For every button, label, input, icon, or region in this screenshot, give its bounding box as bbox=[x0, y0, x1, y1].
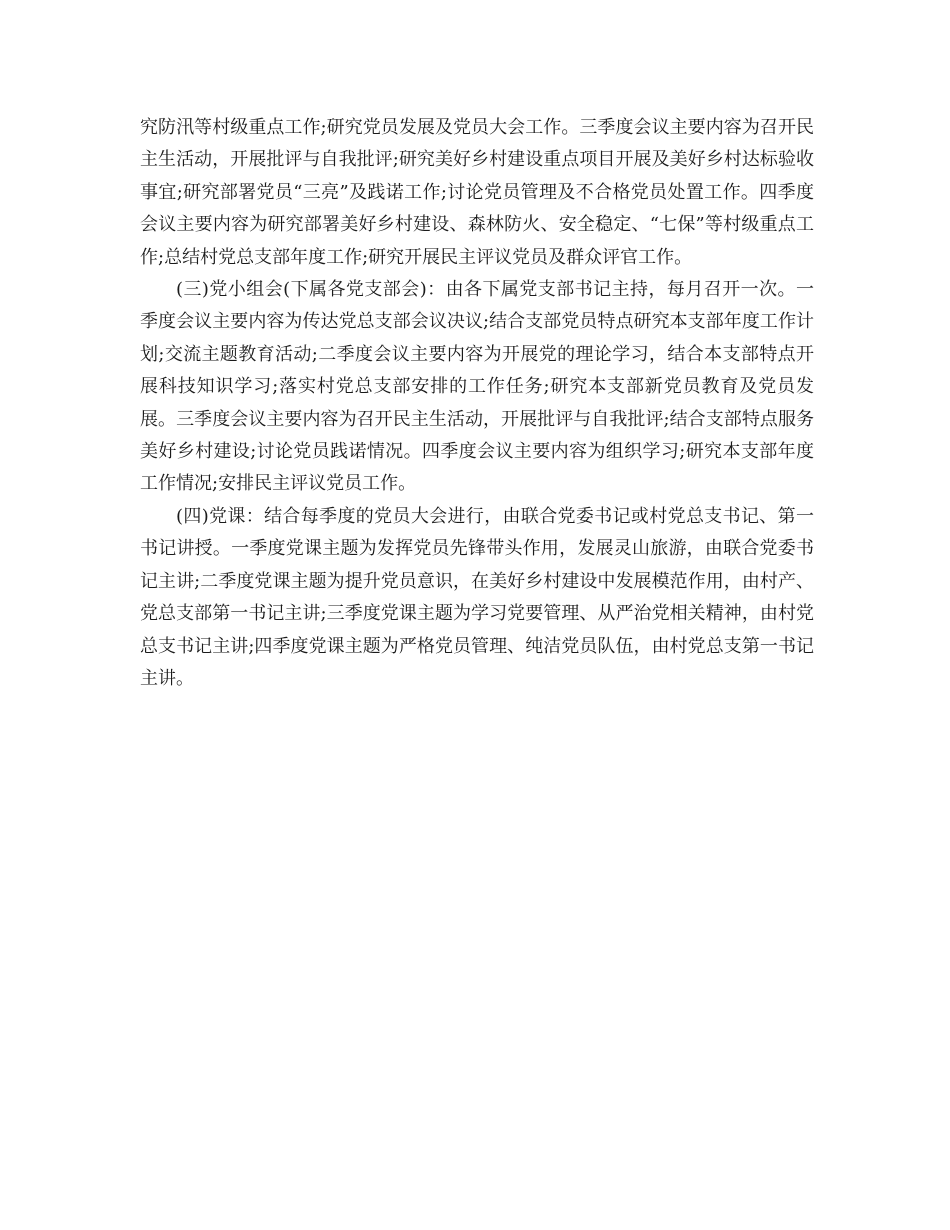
paragraph-continuation: 究防汛等村级重点工作;研究党员发展及党员大会工作。三季度会议主要内容为召开民主生活动，开展批评与自我批评;研究美好乡村建设重点项目开展及美好乡村达标验收事宜;研究部署党员“三亮”及践诺工作;讨论党员管理及不合格党员处置工作。四季度会议主要内容为研究部署美好乡村建设、森林防火、安全稳定、“七保”等村级重点工作;总结村党总支部年度工作;研究开展民主评议党员及群众评官工作。 bbox=[140, 117, 814, 268]
paragraph-party-group-meeting: (三)党小组会(下属各党支部会)：由各下属党支部书记主持，每月召开一次。一季度会议主要内容为传达党总支部会议决议;结合支部党员特点研究本支部年度工作计划;交流主题教育活动;二季度会议主要内容为开展党的理论学习，结合本支部特点开展科技知识学习;落实村党总支部安排的工作任务;研究本支部新党员教育及党员发展。三季度会议主要内容为召开民主生活动，开展批评与自我批评;结合支部特点服务美好乡村建设;讨论党员践诺情况。四季度会议主要内容为组织学习;研究本支部年度工作情况;安排民主评议党员工作。 bbox=[140, 279, 814, 495]
paragraph-party-lecture: (四)党课：结合每季度的党员大会进行，由联合党委书记或村党总支书记、第一书记讲授。一季度党课主题为发挥党员先锋带头作用，发展灵山旅游，由联合党委书记主讲;二季度党课主题为提升党员意识，在美好乡村建设中发展模范作用，由村产、党总支部第一书记主讲;三季度党课主题为学习党要管理、从严治党相关精神，由村党总支书记主讲;四季度党课主题为严格党员管理、纯洁党员队伍，由村党总支第一书记主讲。 bbox=[140, 505, 814, 689]
document-body bbox=[140, 112, 814, 695]
